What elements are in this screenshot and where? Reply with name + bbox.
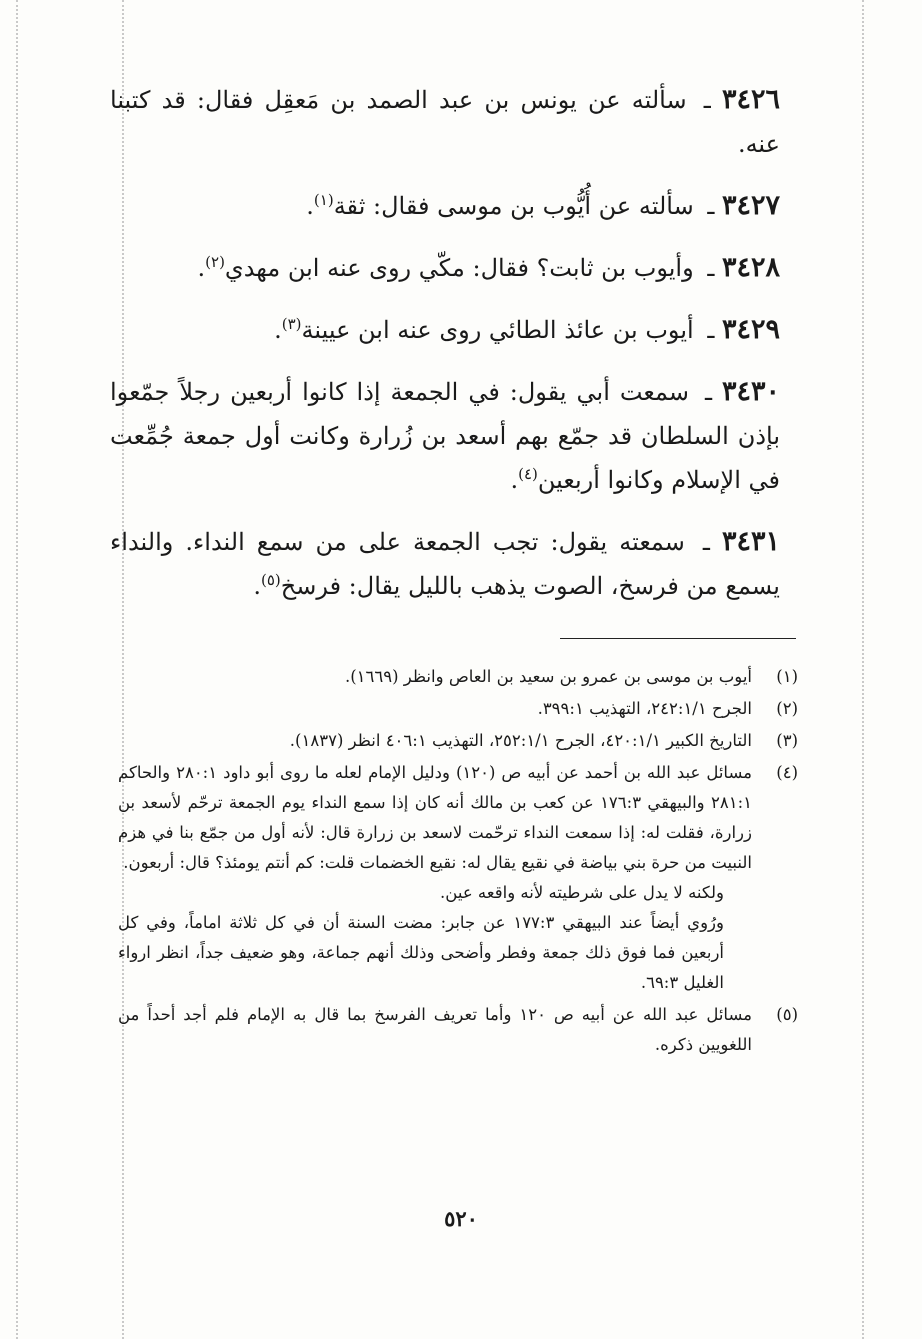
entry-number: ٣٤٢٩ xyxy=(721,314,780,345)
footnote-ref: (٣) xyxy=(281,315,302,333)
footnote-4 xyxy=(118,758,798,998)
entry-3427: ٣٤٢٧ ـ سألته عن أُيُّوب بن موسى فقال: ثقة$^{(١)}$. xyxy=(306,190,780,221)
footnote-ref: (٢) xyxy=(205,253,225,271)
entry-text: سمعت أبي يقول: في الجمعة إذا كانوا أربعين رجلاً جمّعوا بإذن السلطان قد جمّع بهم أسعد بن زُرارة وكانت أول جمعة جُمِّعت في الإسلام وكانوا أربعين xyxy=(110,378,780,494)
footnote-3 xyxy=(118,726,798,756)
entry-3431: ٣٤٣١ ـ سمعته يقول: تجب الجمعة على من سمع النداء. والنداء يسمع من فرسخ، الصوت يذهب بالليل يقال: فرسخ$^{(٥)}$. xyxy=(110,526,780,600)
entry-3429: ٣٤٢٩ ـ أيوب بن عائذ الطائي روى عنه ابن عيينة$^{(٣)}$. xyxy=(274,314,780,345)
footnote-number: (٢) xyxy=(776,699,798,718)
footnote-ref: (٥) xyxy=(260,571,281,589)
footnote-ref: (٤) xyxy=(518,465,538,483)
footnote-separator xyxy=(560,638,796,639)
entry-number: ٣٤٣٠ xyxy=(721,376,780,407)
footnote-5 xyxy=(118,1000,798,1060)
footnote-text: مسائل عبد الله بن أحمد عن أبيه ص (١٢٠) ودليل الإمام لعله ما روى أبو داود ٢٨٠:١ والحاكم ٢٨١:١ والبيهقي ١٧٦:٣ عن كعب بن مالك أنه كان إذا سمع النداء يوم الجمعة ترحّم لأسعد بن زرارة، فقلت له: إذا سمعت النداء ترحّمت لاسعد بن زرارة قال: لأنه أول من جمّع بنا في هزم النبيت من حرة بني بياضة في نقيع يقال له: نقيع الخضمات قلت: كم أنتم يومئذ؟ قال: أربعون. xyxy=(118,763,753,872)
footnote-ref: (١) xyxy=(313,191,334,209)
entry-number: ٣٤٢٧ xyxy=(721,190,780,221)
entry-number: ٣٤٢٦ xyxy=(721,84,780,115)
entry-number: ٣٤٣١ xyxy=(721,526,780,557)
main-text xyxy=(110,78,780,626)
footnote-number: (٤) xyxy=(776,763,798,782)
entry-text: سمعته يقول: تجب الجمعة على من سمع النداء. والنداء يسمع من فرسخ، الصوت يذهب بالليل يقال: فرسخ xyxy=(110,528,780,600)
footnote-text: الجرح ٢٤٢:١/١، التهذيب ٣٩٩:١. xyxy=(537,699,752,718)
footnote-1 xyxy=(118,662,798,692)
entry-3426: ٣٤٢٦ ـ سألته عن يونس بن عبد الصمد بن مَعقِل فقال: قد كتبنا عنه. xyxy=(110,84,780,158)
entry-3430: ٣٤٣٠ ـ سمعت أبي يقول: في الجمعة إذا كانوا أربعين رجلاً جمّعوا بإذن السلطان قد جمّع بهم أسعد بن زُرارة وكانت أول جمعة جُمِّعت في الإسلام وكانوا أربعين$^{(٤)}$. xyxy=(110,376,780,494)
footnote-number: (٥) xyxy=(776,1005,798,1024)
footnote-text: ولكنه لا يدل على شرطيته لأنه واقعه عين. xyxy=(440,883,724,902)
footnote-text: أيوب بن موسى بن عمرو بن سعيد بن العاص وانظر (١٦٦٩). xyxy=(344,667,752,686)
entry-number: ٣٤٢٨ xyxy=(721,252,780,283)
entry-text: سألته عن أُيُّوب بن موسى فقال: ثقة xyxy=(333,192,694,220)
footnote-number: (٣) xyxy=(776,731,798,750)
scan-edge-dots-right xyxy=(862,0,864,1339)
page-number: ٥٢٠ xyxy=(444,1206,478,1231)
footnote-text: مسائل عبد الله عن أبيه ص ١٢٠ وأما تعريف الفرسخ بما قال به الإمام فلم أجد أحداً من اللغويين ذكره. xyxy=(118,1005,752,1054)
entry-text: أيوب بن عائذ الطائي روى عنه ابن عيينة xyxy=(301,316,694,344)
footnote-2 xyxy=(118,694,798,724)
footnote-text: التاريخ الكبير ٤٢٠:١/١، الجرح ٢٥٢:١/١، التهذيب ٤٠٦:١ انظر (١٨٣٧). xyxy=(289,731,752,750)
entry-text: سألته عن يونس بن عبد الصمد بن مَعقِل فقال: قد كتبنا عنه. xyxy=(110,86,780,158)
footnote-text: ورُوي أيضاً عند البيهقي ١٧٧:٣ عن جابر: مضت السنة أن في كل ثلاثة اماماً، وفي كل أربعين فما فوق ذلك جمعة وفطر وأضحى وذلك أنهم جماعة، وهو ضعيف جداً، انظر ارواء الغليل ٦٩:٣. xyxy=(118,913,724,992)
entry-3428: ٣٤٢٨ ـ وأيوب بن ثابت؟ فقال: مكّي روى عنه ابن مهدي$^{(٢)}$. xyxy=(197,252,780,283)
footnotes xyxy=(118,662,798,1062)
entry-text: وأيوب بن ثابت؟ فقال: مكّي روى عنه ابن مهدي xyxy=(224,254,694,282)
scan-edge-dots-left xyxy=(16,0,18,1339)
footnote-number: (١) xyxy=(776,667,798,686)
